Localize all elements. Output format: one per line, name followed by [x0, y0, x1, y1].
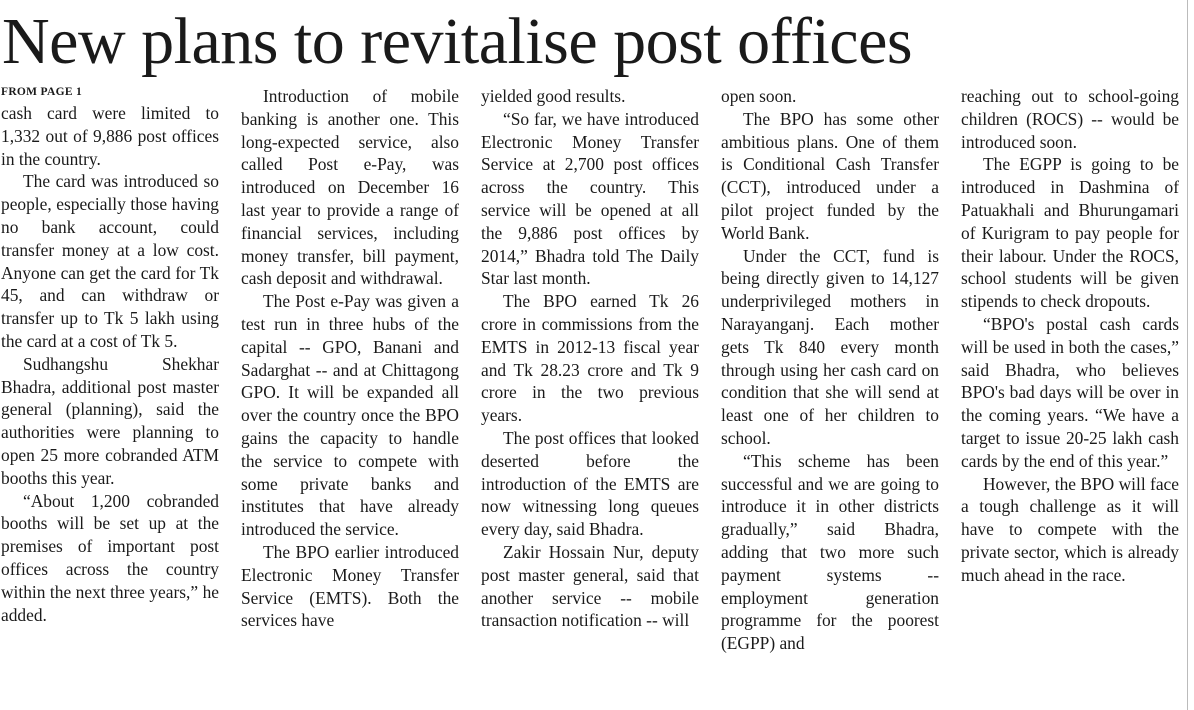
paragraph: “This scheme has been successful and we are going to introduce it in other districts gradually,” said Bhadra, adding that two more such payment systems -- employment generation programme for the poorest (EGPP) and — [721, 450, 939, 654]
paragraph: The post offices that looked deserted before the introduction of the EMTS are now witnessing long queues every day, said Bhadra. — [481, 427, 699, 540]
article-headline: New plans to revitalise post offices — [2, 5, 913, 78]
paragraph: However, the BPO will face a tough challenge as it will have to compete with the private sector, which is already much ahead in the race. — [961, 473, 1179, 585]
paragraph: “About 1,200 cobranded booths will be set up at the premises of important post offices across the country within the next three years,” he added. — [1, 490, 219, 625]
paragraph: The BPO earned Tk 26 crore in commissions from the EMTS in 2012-13 fiscal year and Tk 28.23 crore and Tk 9 crore in the two previous years. — [481, 291, 699, 426]
paragraph: Zakir Hossain Nur, deputy post master general, said that another service -- mobile transaction notification -- will — [481, 541, 699, 631]
article-column-1 — [1, 102, 219, 710]
paragraph: The Post e-Pay was given a test run in three hubs of the capital -- GPO, Banani and Sadarghat -- and at Chittagong GPO. It will be expanded all over the country once the BPO gains the capacity to handle the service to compete with some private banks and institutes that have already introduced the service. — [241, 291, 459, 540]
paragraph: The BPO has some other ambitious plans. One of them is Conditional Cash Transfer (CCT), introduced under a pilot project funded by the World Bank. — [721, 108, 939, 243]
paragraph: The BPO earlier introduced Electronic Money Transfer Service (EMTS). Both the services have — [241, 541, 459, 631]
continued-from-kicker: FROM PAGE 1 — [1, 86, 83, 98]
article-column-3 — [481, 85, 699, 710]
page-edge-rule — [1187, 0, 1188, 710]
article-column-2 — [241, 85, 459, 710]
article-column-5 — [961, 85, 1179, 710]
paragraph: The card was introduced so people, especially those having no bank account, could transfer money at a low cost. Anyone can get the card for Tk 45, and can withdraw or transfer up to Tk 5 lakh using the card at a cost of Tk 5. — [1, 171, 219, 351]
paragraph: The EGPP is going to be introduced in Dashmina of Patuakhali and Bhurungamari of Kurigram to pay people for their labour. Under the ROCS, school students will be given stipends to check dropouts. — [961, 154, 1179, 312]
paragraph: Introduction of mobile banking is another one. This long-expected service, also called Post e-Pay, was introduced on December 16 last year to provide a range of financial services, including money transfer, bill payment, cash deposit and withdrawal. — [241, 86, 459, 289]
paragraph: open soon. — [721, 86, 797, 106]
article-column-4 — [721, 85, 939, 710]
paragraph: yielded good results. — [481, 86, 626, 106]
paragraph: “So far, we have introduced Electronic Money Transfer Service at 2,700 post offices across the country. This service will be opened at all the 9,886 post offices by 2014,” Bhadra told The Daily Star last month. — [481, 108, 699, 289]
paragraph: cash card were limited to 1,332 out of 9,886 post offices in the country. — [1, 103, 219, 169]
paragraph: Sudhangshu Shekhar Bhadra, additional post master general (planning), said the authorities were planning to open 25 more cobranded ATM booths this year. — [1, 353, 219, 488]
paragraph: Under the CCT, fund is being directly given to 14,127 underprivileged mothers in Narayanganj. Each mother gets Tk 840 every month through using her cash card on condition that she will send at least one of her children to school. — [721, 245, 939, 448]
paragraph: “BPO's postal cash cards will be used in both the cases,” said Bhadra, who believes BPO's bad days will be over in the coming years. “We have a target to issue 20-25 lakh cash cards by the end of this year.” — [961, 313, 1179, 471]
paragraph: reaching out to school-going children (ROCS) -- would be introduced soon. — [961, 86, 1179, 152]
